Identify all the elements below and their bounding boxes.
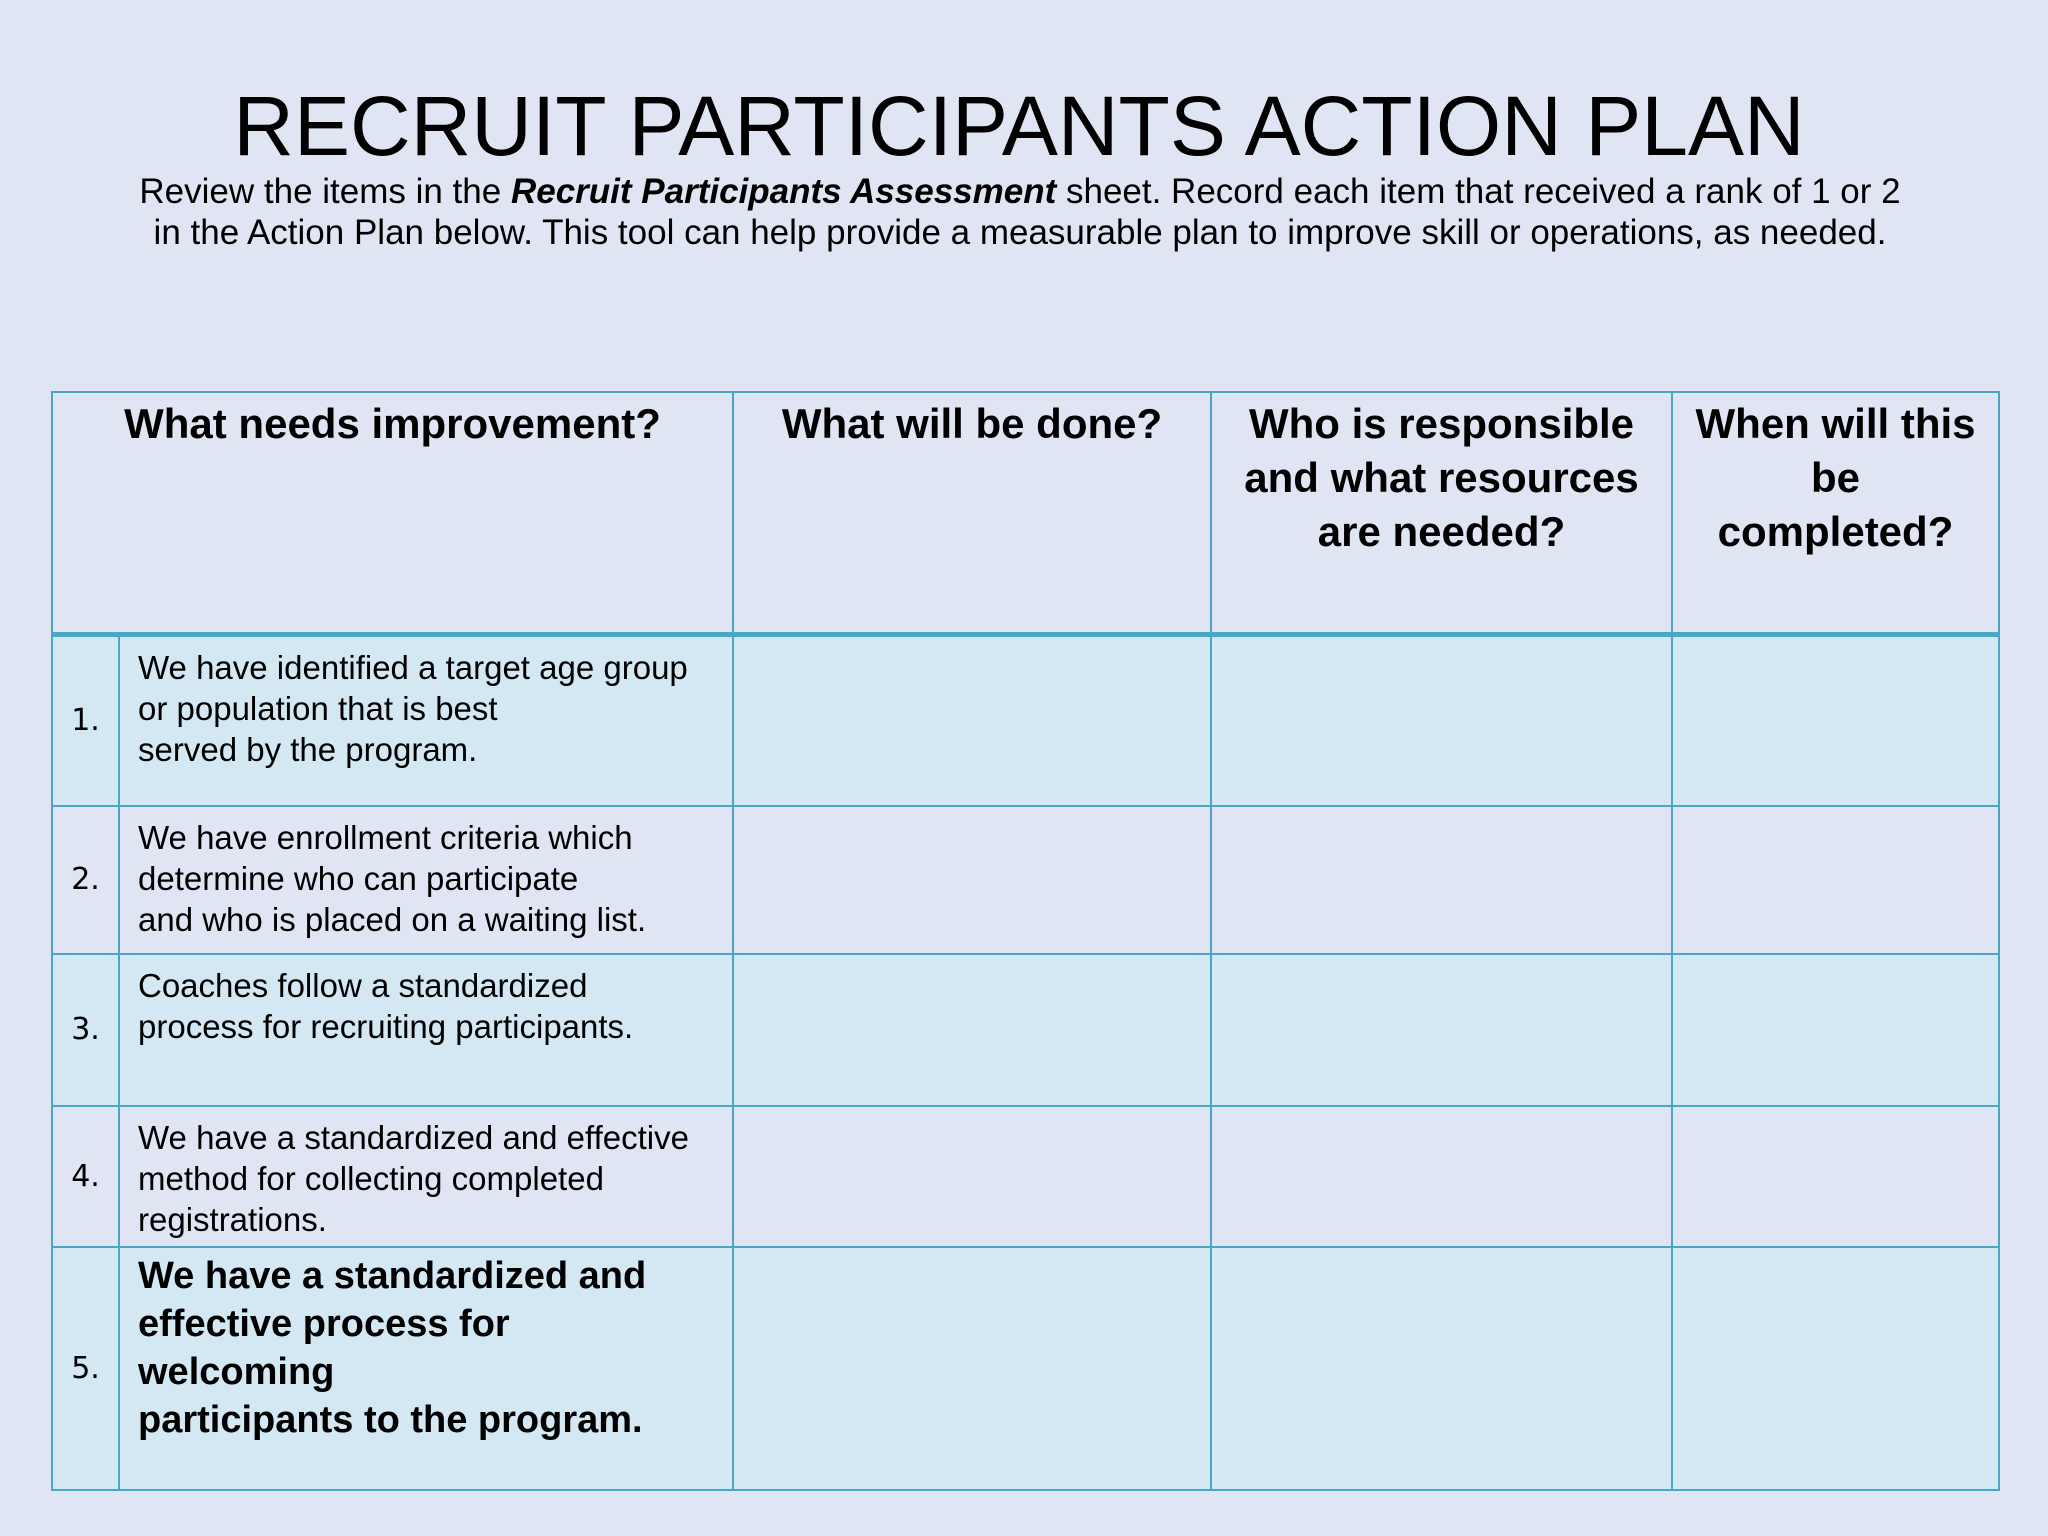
what-will-be-done-cell[interactable] <box>733 806 1211 954</box>
responsible-resources-cell[interactable] <box>1211 806 1672 954</box>
instructions <box>122 171 1918 253</box>
row-number: 3. <box>52 954 119 1106</box>
page-title: RECRUIT PARTICIPANTS ACTION PLAN <box>233 79 1805 173</box>
header-when-completed: When will this be completed? <box>1672 392 1999 635</box>
table-row <box>52 954 1999 1106</box>
what-will-be-done-cell[interactable] <box>733 954 1211 1106</box>
responsible-resources-cell[interactable] <box>1211 954 1672 1106</box>
instructions-text-end: sheet. Record each item that received a rank of 1 or 2 in the Action Plan below. This tool can help provide a measurable plan to improve skill or operations, as needed. <box>153 172 1901 252</box>
what-will-be-done-cell[interactable] <box>733 1106 1211 1247</box>
responsible-resources-cell[interactable] <box>1211 1106 1672 1247</box>
row-number: 1. <box>52 635 119 806</box>
improvement-item: We have a standardized and effective process for welcoming participants to the program. <box>119 1247 733 1490</box>
improvement-item: Coaches follow a standardized process for recruiting participants. <box>119 954 733 1106</box>
instructions-text-start: Review the items in the <box>139 172 511 211</box>
completion-date-cell[interactable] <box>1672 635 1999 806</box>
row-number: 2. <box>52 806 119 954</box>
improvement-item: We have a standardized and effective method for collecting completed registrations. <box>119 1106 733 1247</box>
what-will-be-done-cell[interactable] <box>733 635 1211 806</box>
row-number: 4. <box>52 1106 119 1247</box>
completion-date-cell[interactable] <box>1672 1247 1999 1490</box>
table-row <box>52 806 1999 954</box>
header-who-is-responsible: Who is responsible and what resources are needed? <box>1211 392 1672 635</box>
action-plan-table <box>51 391 2000 1491</box>
completion-date-cell[interactable] <box>1672 954 1999 1106</box>
improvement-item: We have enrollment criteria which determine who can participate and who is placed on a waiting list. <box>119 806 733 954</box>
table-row <box>52 635 1999 806</box>
header-what-will-be-done: What will be done? <box>733 392 1211 635</box>
table-row <box>52 1106 1999 1247</box>
responsible-resources-cell[interactable] <box>1211 1247 1672 1490</box>
what-will-be-done-cell[interactable] <box>733 1247 1211 1490</box>
responsible-resources-cell[interactable] <box>1211 635 1672 806</box>
completion-date-cell[interactable] <box>1672 1106 1999 1247</box>
header-what-needs-improvement: What needs improvement? <box>52 392 733 635</box>
table-header-row <box>52 392 1999 635</box>
table-row <box>52 1247 1999 1490</box>
assessment-sheet-name: Recruit Participants Assessment <box>510 172 1057 211</box>
improvement-item: We have identified a target age group or population that is best served by the program. <box>119 635 733 806</box>
row-number: 5. <box>52 1247 119 1490</box>
completion-date-cell[interactable] <box>1672 806 1999 954</box>
